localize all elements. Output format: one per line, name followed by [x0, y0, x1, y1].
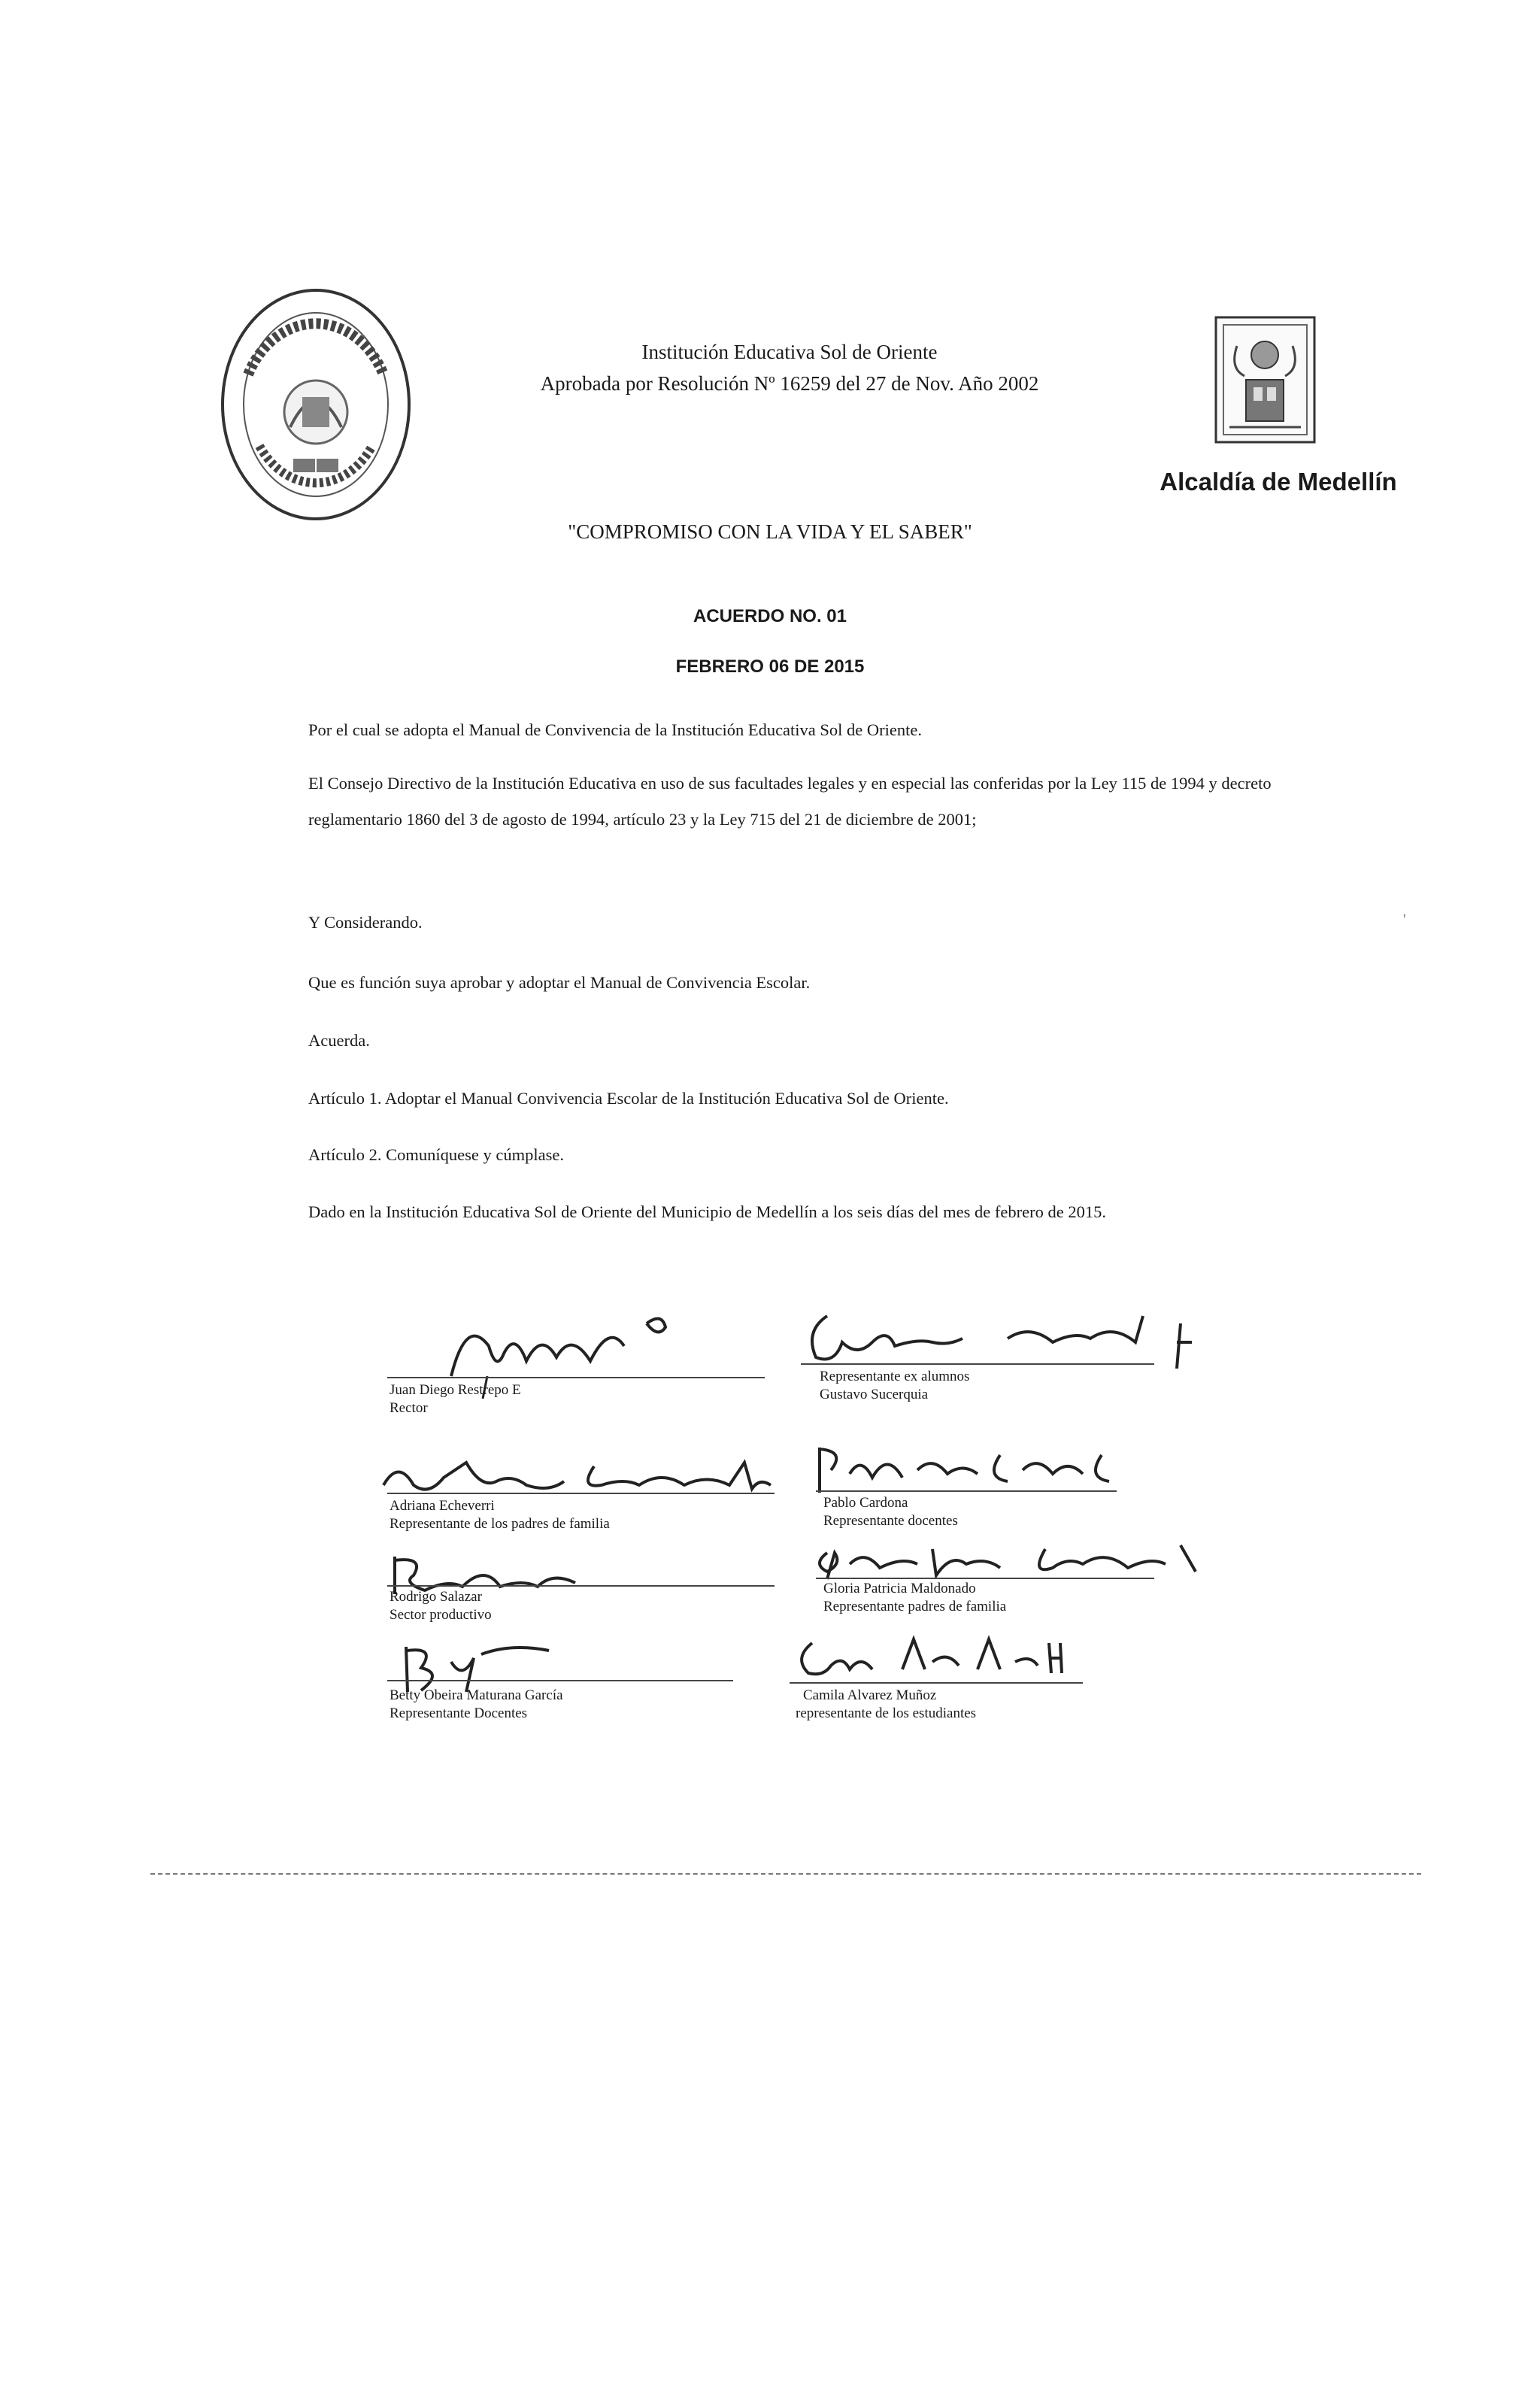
signatory-name: Rodrigo Salazar	[390, 1589, 482, 1605]
signature-mark	[376, 1451, 782, 1504]
medellin-coat-of-arms-icon	[1214, 316, 1316, 444]
signatory-role: Representante docentes	[823, 1513, 958, 1529]
document-title: ACUERDO NO. 01	[693, 606, 847, 626]
municipality-label: Alcaldía de Medellín	[1160, 468, 1397, 496]
paragraph-purpose: Por el cual se adopta el Manual de Convivencia de la Institución Educativa Sol de Oriente.	[308, 720, 922, 739]
signatory-name: Gustavo Sucerquia	[820, 1387, 929, 1402]
document-date: FEBRERO 06 DE 2015	[675, 656, 865, 677]
institution-name: Institución Educativa Sol de Oriente	[641, 341, 938, 363]
institution-seal-icon	[218, 284, 414, 525]
paragraph-considerando: Y Considerando.	[308, 913, 423, 932]
resolution-line: Aprobada por Resolución Nº 16259 del 27 de Nov. Año 2002	[540, 372, 1039, 395]
paragraph-dado: Dado en la Institución Educativa Sol de Oriente del Municipio de Medellín a los seis días del mes de febrero de 2015.	[308, 1202, 1106, 1221]
signatory-role: Sector productivo	[390, 1607, 492, 1623]
paragraph-funcion: Que es función suya aprobar y adoptar el Manual de Convivencia Escolar.	[308, 973, 811, 992]
signatory-name: Pablo Cardona	[823, 1495, 908, 1511]
signatory-name: Camila Alvarez Muñoz	[803, 1687, 937, 1703]
paragraph-articulo-1: Artículo 1. Adoptar el Manual Convivencia Escolar de la Institución Educativa Sol de Oriente.	[308, 1089, 949, 1108]
signatory-name: Adriana Echeverri	[390, 1498, 495, 1514]
footer-rule	[150, 1873, 1421, 1875]
paragraph-consejo: El Consejo Directivo de la Institución Educativa en uso de sus facultades legales y en especial las conferidas por la Ley 115 de 1994 y decreto reglamentario 1860 del 3 de agosto de 1994, artículo 23 y la Ley 715 del 21 de diciembre de 2001;	[308, 774, 1272, 829]
signatory-role: Rector	[390, 1400, 428, 1416]
paragraph-articulo-2: Artículo 2. Comuníquese y cúmplase.	[308, 1145, 564, 1164]
signatory-role: Representante Docentes	[390, 1705, 528, 1721]
signatory-role: Representante padres de familia	[823, 1599, 1007, 1614]
signatory-role: Representante ex alumnos	[820, 1369, 970, 1384]
motto: "COMPROMISO CON LA VIDA Y EL SABER"	[568, 520, 972, 543]
paragraph-acuerda: Acuerda.	[308, 1031, 370, 1050]
signatory-role: representante de los estudiantes	[796, 1705, 977, 1721]
signatory-name: Betty Obeira Maturana García	[390, 1687, 563, 1703]
signature-mark	[805, 1440, 1120, 1496]
signature-mark	[790, 1632, 1075, 1684]
signatory-name: Juan Diego Restrepo E	[390, 1382, 521, 1398]
signatory-name: Gloria Patricia Maldonado	[823, 1581, 976, 1596]
signatory-role: Representante de los padres de familia	[390, 1516, 610, 1532]
